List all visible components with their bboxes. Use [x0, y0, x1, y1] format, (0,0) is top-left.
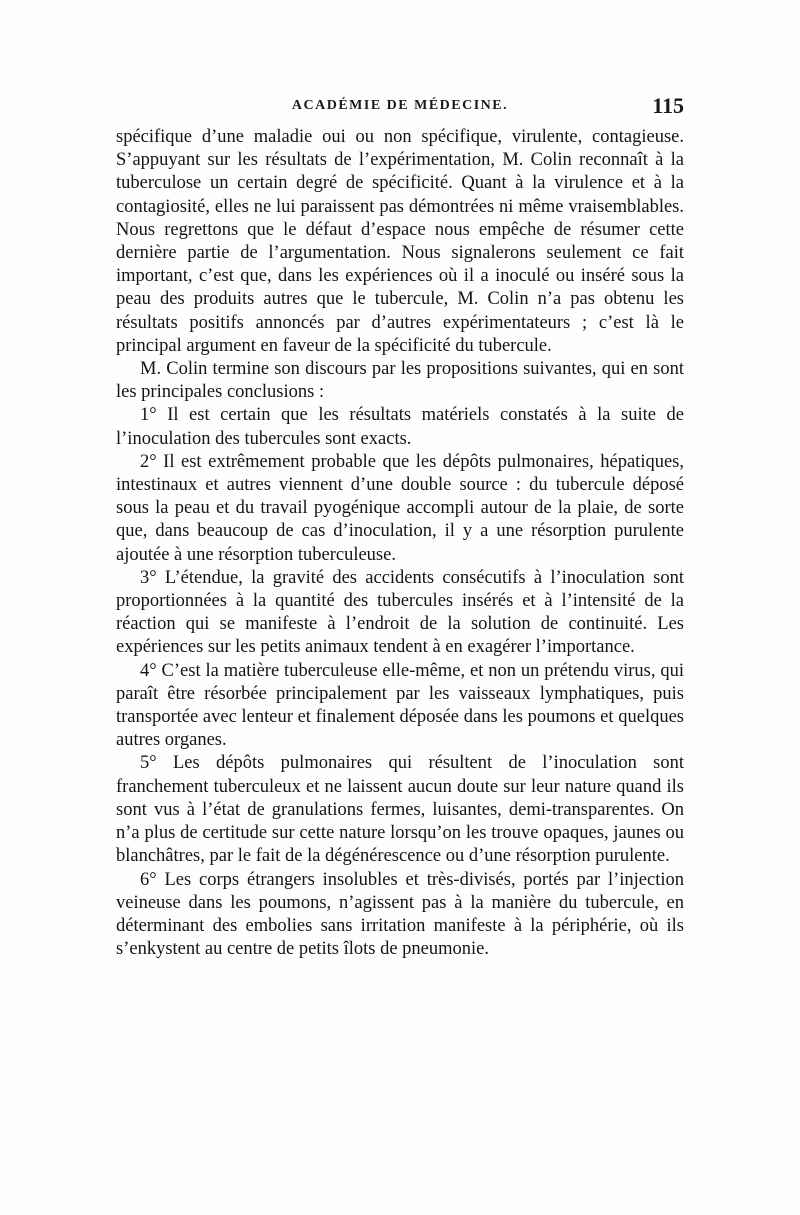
- body-text: [116, 126, 684, 961]
- page-number: 115: [652, 93, 684, 118]
- running-head-title: ACADÉMIE DE MÉDECINE.: [291, 98, 509, 113]
- conclusion-6: 6° Les corps étrangers insolubles et très-divisés, portés par l’injection veineuse dans les poumons, n’agissent pas à la manière du tubercule, en déterminant des embolies sans irritation manifeste à la périphérie, où ils s’enkystent au centre de petits îlots de pneumonie.: [116, 869, 684, 960]
- paragraph-continuation: spécifique d’une maladie oui ou non spécifique, virulente, contagieuse. S’appuyant sur les résultats de l’expérimentation, M. Colin reconnaît à la tuberculose un certain degré de spécificité. Quant à la virulence et à la contagiosité, elles ne lui paraissent pas démontrées ni même vraisemblables. Nous regrettons que le défaut d’espace nous empêche de résumer cette dernière partie de l’argumentation. Nous signalerons seulement ce fait important, c’est que, dans les expériences où il a inoculé ou inséré sous la peau des produits autres que le tubercule, M. Colin n’a pas obtenu les résultats positifs annoncés par d’autres expérimentateurs ; c’est là le principal argument en faveur de la spécificité du tubercule.: [116, 127, 684, 356]
- conclusion-1: 1° Il est certain que les résultats matériels constatés à la suite de l’inoculation des tubercules sont exacts.: [116, 405, 684, 449]
- conclusion-4: 4° C’est la matière tuberculeuse elle-même, et non un prétendu virus, qui paraît être résorbée principalement par les vaisseaux lymphatiques, puis transportée avec lenteur et finalement déposée dans les poumons et quelques autres organes.: [116, 660, 684, 751]
- conclusion-3: 3° L’étendue, la gravité des accidents consécutifs à l’inoculation sont proportionnées à la quantité des tubercules insérés et à l’intensité de la réaction qui se manifeste à l’endroit de la solution de continuité. Les expériences sur les petits animaux tendent à en exagérer l’importance.: [116, 567, 684, 658]
- conclusion-2: 2° Il est extrêmement probable que les dépôts pulmonaires, hépatiques, intestinaux et autres viennent d’une double source : du tubercule déposé sous la peau et du travail pyogénique accompli autour de la plaie, de sorte que, dans beaucoup de cas d’inoculation, il y a une résorption purulente ajoutée à une résorption tuberculeuse.: [116, 451, 684, 565]
- conclusion-5: 5° Les dépôts pulmonaires qui résultent de l’inoculation sont franchement tuberculeux et ne laissent aucun doute sur leur nature quand ils sont vus à l’état de granulations fermes, luisantes, demi-transparentes. On n’a plus de certitude sur cette nature lorsqu’on les trouve opaques, jaunes ou blanchâtres, par le fait de la dégénérescence ou d’une résorption purulente.: [116, 753, 684, 867]
- paragraph-intro-conclusions: M. Colin termine son discours par les propositions suivantes, qui en sont les principales conclusions :: [116, 359, 684, 403]
- running-head: [116, 95, 684, 119]
